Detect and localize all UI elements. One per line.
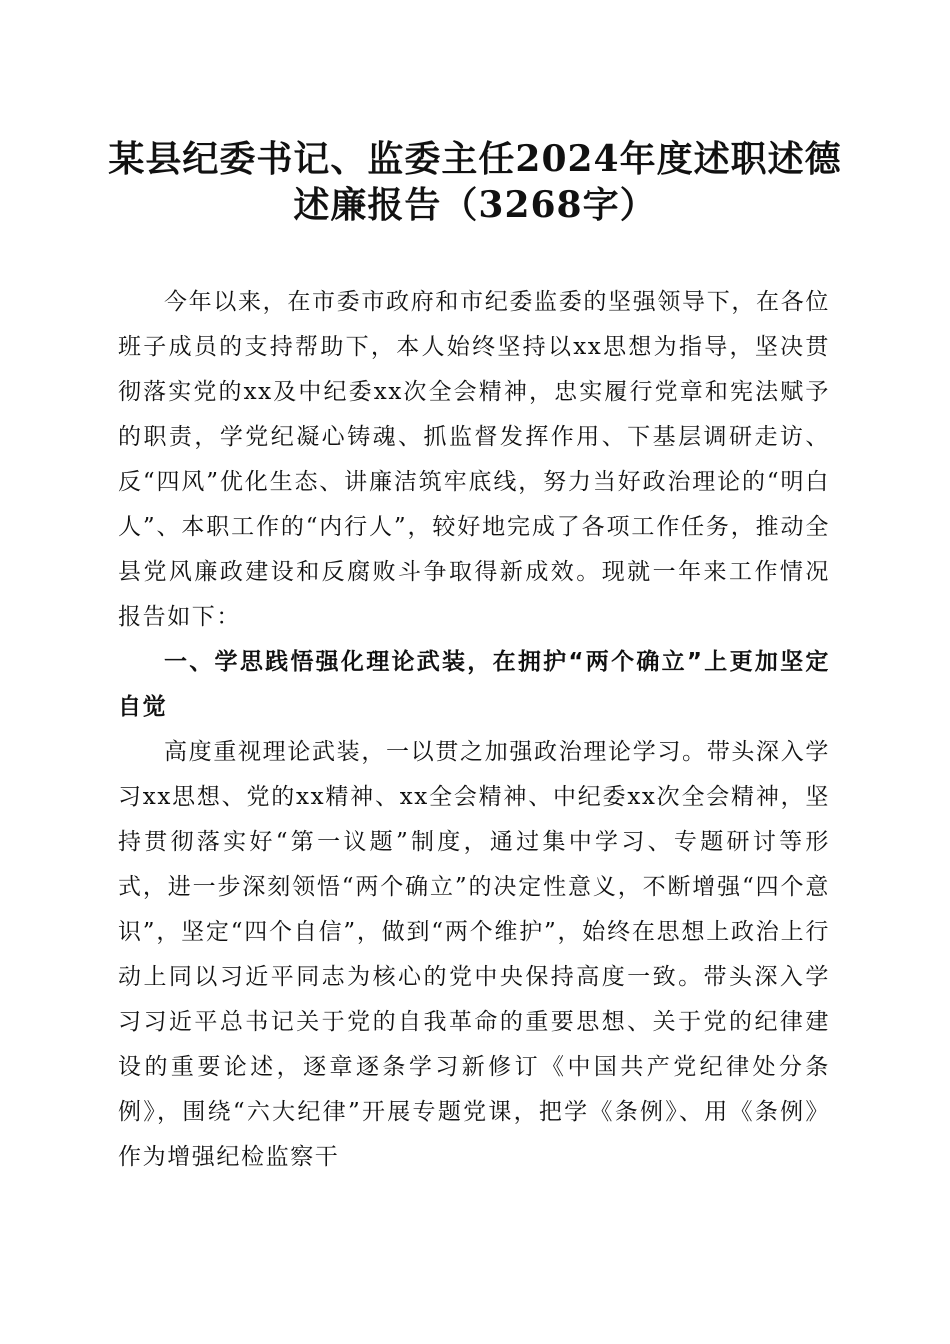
paragraph-section-1: 高度重视理论武装，一以贯之加强政治理论学习。带头深入学习xx思想、党的xx精神、xx全会精神、中纪委xx次全会精神，坚持贯彻落实好“第一议题”制度，通过集中学习、专题研讨等形式，进一步深刻领悟“两个确立”的决定性意义，不断增强“四个意识”，坚定“四个自信”，做到“两个维护”，始终在思想上政治上行动上同以习近平同志为核心的党中央保持高度一致。带头深入学习习近平总书记关于党的自我革命的重要思想、关于党的纪律建设的重要论述，逐章逐条学习新修订《中国共产党纪律处分条例》，围绕“六大纪律”开展专题党课，把学《条例》、用《条例》作为增强纪检监察干 [118,739,830,1170]
section-heading-1: 一、学思践悟强化理论武装，在拥护“两个确立”上更加坚定自觉 [118,649,830,720]
document-title [80,136,870,228]
title-line-2: 述廉报告（3268字） [293,184,657,226]
title-line-1: 某县纪委书记、监委主任2024年度述职述德 [108,138,842,180]
paragraph-intro: 今年以来，在市委市政府和市纪委监委的坚强领导下，在各位班子成员的支持帮助下，本人始终坚持以xx思想为指导，坚决贯彻落实党的xx及中纪委xx次全会精神，忠实履行党章和宪法赋予的职责，学党纪凝心铸魂、抓监督发挥作用、下基层调研走访、反“四风”优化生态、讲廉洁筑牢底线，努力当好政治理论的“明白人”、本职工作的“内行人”，较好地完成了各项工作任务，推动全县党风廉政建设和反腐败斗争取得新成效。现就一年来工作情况报告如下： [118,289,830,630]
document-body [118,280,830,1180]
